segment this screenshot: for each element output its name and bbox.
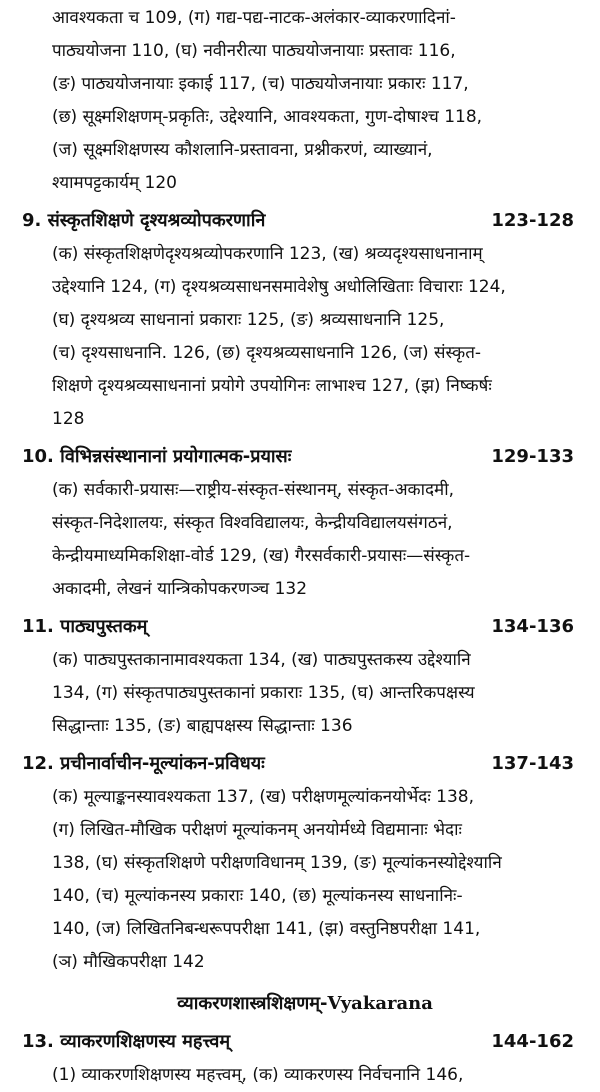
toc-line: 140, (ज) लिखितनिबन्धरूपपरीक्षा 141, (झ) वस्तुनिष्ठपरीक्षा 141, bbox=[52, 919, 481, 939]
toc-line: (क) सर्वकारी-प्रयासः—राष्ट्रीय-संस्कृत-संस्थानम्, संस्कृत-अकादमी, bbox=[52, 480, 455, 500]
chapter-contents-12 bbox=[22, 781, 588, 979]
section-title-latin: Vyakarana bbox=[327, 993, 433, 1014]
toc-line: श्यामपट्टकार्यम् 120 bbox=[52, 173, 177, 193]
chapter-title: 12. प्रचीनार्वाचीन-मूल्यांकन-प्रविधयः bbox=[22, 753, 265, 774]
chapter-contents-10 bbox=[22, 474, 588, 606]
toc-line: (ङ) पाठ्ययोजनायाः इकाई 117, (च) पाठ्ययोजनायाः प्रकारः 117, bbox=[52, 74, 469, 94]
chapter-contents-11 bbox=[22, 644, 588, 743]
toc-line: (च) दृश्यसाधनानि. 126, (छ) दृश्यश्रव्यसाधनानि 126, (ज) संस्कृत- bbox=[52, 343, 482, 363]
chapter-heading-13 bbox=[22, 1025, 588, 1059]
chapter-contents-9 bbox=[22, 238, 588, 436]
section-title-devanagari: व्याकरणशास्त्रशिक्षणम्- bbox=[177, 993, 328, 1014]
toc-line: केन्द्रीयमाध्यमिकशिक्षा-वोर्ड 129, (ख) गैरसर्वकारी-प्रयासः—संस्कृत- bbox=[52, 546, 471, 566]
toc-line: अकादमी, लेखनं यान्त्रिकोपकरणञ्च 132 bbox=[52, 579, 308, 599]
toc-line: पाठ्ययोजना 110, (घ) नवीनरीत्या पाठ्ययोजनायाः प्रस्तावः 116, bbox=[52, 41, 456, 61]
toc-line: शिक्षणे दृश्यश्रव्यसाधनानां प्रयोगे उपयोगिनः लाभाश्च 127, (झ) निष्कर्षः bbox=[52, 376, 492, 396]
toc-line: (क) संस्कृतशिक्षणेदृश्यश्रव्योपकरणानि 123, (ख) श्रव्यदृश्यसाधनानाम् bbox=[52, 244, 483, 264]
toc-line: 134, (ग) संस्कृतपाठ्यपुस्तकानां प्रकाराः 135, (घ) आन्तरिकपक्षस्य bbox=[52, 683, 475, 703]
toc-line: (ञ) मौखिकपरीक्षा 142 bbox=[52, 952, 205, 972]
toc-line: (ग) लिखित-मौखिक परीक्षणं मूल्यांकनम् अनयोर्मध्ये विद्यमानाः भेदाः bbox=[52, 820, 462, 840]
toc-line: 140, (च) मूल्यांकनस्य प्रकाराः 140, (छ) मूल्यांकनस्य साधनानिः- bbox=[52, 886, 463, 906]
toc-line: आवश्यकता च 109, (ग) गद्य-पद्य-नाटक-अलंकार-व्याकरणादिनां- bbox=[52, 8, 456, 28]
chapter-pages: 123-128 bbox=[491, 210, 574, 231]
previous-chapter-continuation bbox=[22, 2, 588, 200]
chapter-heading-9 bbox=[22, 204, 588, 238]
toc-line: (क) मूल्याङ्कनस्यावश्यकता 137, (ख) परीक्षणमूल्यांकनयोर्भेदः 138, bbox=[52, 787, 475, 807]
toc-line: उद्देश्यानि 124, (ग) दृश्यश्रव्यसाधनसमावेशेषु अधोलिखिताः विचाराः 124, bbox=[52, 277, 506, 297]
chapter-pages: 144-162 bbox=[491, 1031, 574, 1052]
toc-line: (घ) दृश्यश्रव्य साधनानां प्रकाराः 125, (ङ) श्रव्यसाधनानि 125, bbox=[52, 310, 445, 330]
chapter-title: 11. पाठ्यपुस्तकम् bbox=[22, 616, 148, 637]
toc-line: 138, (घ) संस्कृतशिक्षणे परीक्षणविधानम् 139, (ङ) मूल्यांकनस्योद्देश्यानि bbox=[52, 853, 502, 873]
chapter-pages: 137-143 bbox=[491, 753, 574, 774]
toc-line: (ज) सूक्ष्मशिक्षणस्य कौशलानि-प्रस्तावना, प्रश्नीकरणं, व्याख्यानं, bbox=[52, 140, 433, 160]
chapter-pages: 134-136 bbox=[491, 616, 574, 637]
chapter-heading-12 bbox=[22, 747, 588, 781]
toc-line: संस्कृत-निदेशालयः, संस्कृत विश्वविद्यालयः, केन्द्रीयविद्यालयसंगठनं, bbox=[52, 513, 453, 533]
toc-line: (छ) सूक्ष्मशिक्षणम्-प्रकृतिः, उद्देश्यानि, आवश्यकता, गुण-दोषाश्च 118, bbox=[52, 107, 483, 127]
chapter-title: 10. विभिन्नसंस्थानानां प्रयोगात्मक-प्रयासः bbox=[22, 446, 292, 467]
toc-line: (क) पाठ्यपुस्तकानामावश्यकता 134, (ख) पाठ्यपुस्तकस्य उद्देश्यानि bbox=[52, 650, 471, 670]
toc-line: 128 bbox=[52, 409, 85, 429]
chapter-contents-13 bbox=[22, 1059, 588, 1092]
section-title bbox=[22, 987, 588, 1021]
chapter-title: 13. व्याकरणशिक्षणस्य महत्त्वम् bbox=[22, 1031, 231, 1052]
chapter-title: 9. संस्कृतशिक्षणे दृश्यश्रव्योपकरणानि bbox=[22, 210, 266, 231]
chapter-heading-11 bbox=[22, 610, 588, 644]
toc-line: (1) व्याकरणशिक्षणस्य महत्त्वम्, (क) व्याकरणस्य निर्वचनानि 146, bbox=[52, 1065, 464, 1085]
chapter-heading-10 bbox=[22, 440, 588, 474]
toc-line: सिद्धान्ताः 135, (ङ) बाह्यपक्षस्य सिद्धान्ताः 136 bbox=[52, 716, 353, 736]
chapter-pages: 129-133 bbox=[491, 446, 574, 467]
